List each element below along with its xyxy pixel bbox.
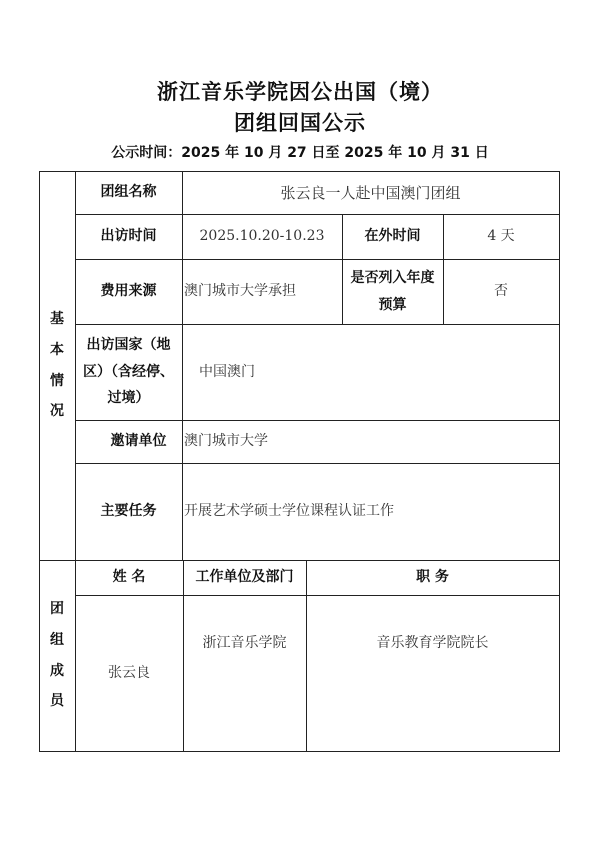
funding-label: 费用来源 [100,283,157,300]
table-border-right [559,171,560,752]
page-subtitle: 团组回国公示 [234,111,366,135]
member-title: 音乐教育学院院长 [376,634,489,651]
section-char: 成 [50,662,64,679]
section-char: 况 [50,403,64,420]
task-value: 开展艺术学硕士学位课程认证工作 [184,503,394,520]
budget-value: 否 [494,283,508,300]
inviter-value: 澳门城市大学 [184,433,268,450]
country-label-line: 区）（含经停、 [83,363,174,380]
section-char: 本 [50,341,64,358]
group-name-label: 团组名称 [100,184,157,201]
abroad-time-value: 4 天 [487,228,515,245]
member-unit-header: 工作单位及部门 [195,569,294,586]
inviter-label: 邀请单位 [110,433,167,450]
member-title-header: 职 务 [416,569,449,586]
budget-label [342,259,443,324]
country-label [75,324,182,420]
funding-value: 澳门城市大学承担 [184,283,296,300]
visit-time-value: 2025.10.20-10.23 [199,228,325,245]
section-char: 员 [50,693,64,710]
members-section-label [39,560,75,751]
member-unit: 浙江音乐学院 [202,634,287,651]
group-name-value: 张云良一人赴中国澳门团组 [280,183,461,202]
publicity-period: 公示时间：2025 年 10 月 27 日至 2025 年 10 月 31 日 [111,145,489,161]
budget-label-line: 是否列入年度 [350,269,435,286]
country-label-line: 出访国家（地 [86,337,171,354]
visit-time-label: 出访时间 [100,228,157,245]
table-border-bottom [39,751,559,752]
member-name-header: 姓 名 [112,569,146,586]
abroad-time-label: 在外时间 [364,228,421,245]
section-char: 情 [50,372,64,389]
section-char: 组 [50,631,64,648]
page-title: 浙江音乐学院因公出国（境） [157,80,443,104]
basic-section-label [39,171,75,560]
country-value: 中国澳门 [199,363,255,380]
country-label-line: 过境） [107,390,150,407]
section-char: 基 [50,310,64,327]
task-label: 主要任务 [100,503,157,520]
budget-label-line: 预算 [378,296,407,313]
section-char: 团 [50,600,64,617]
member-name: 张云良 [108,664,150,681]
